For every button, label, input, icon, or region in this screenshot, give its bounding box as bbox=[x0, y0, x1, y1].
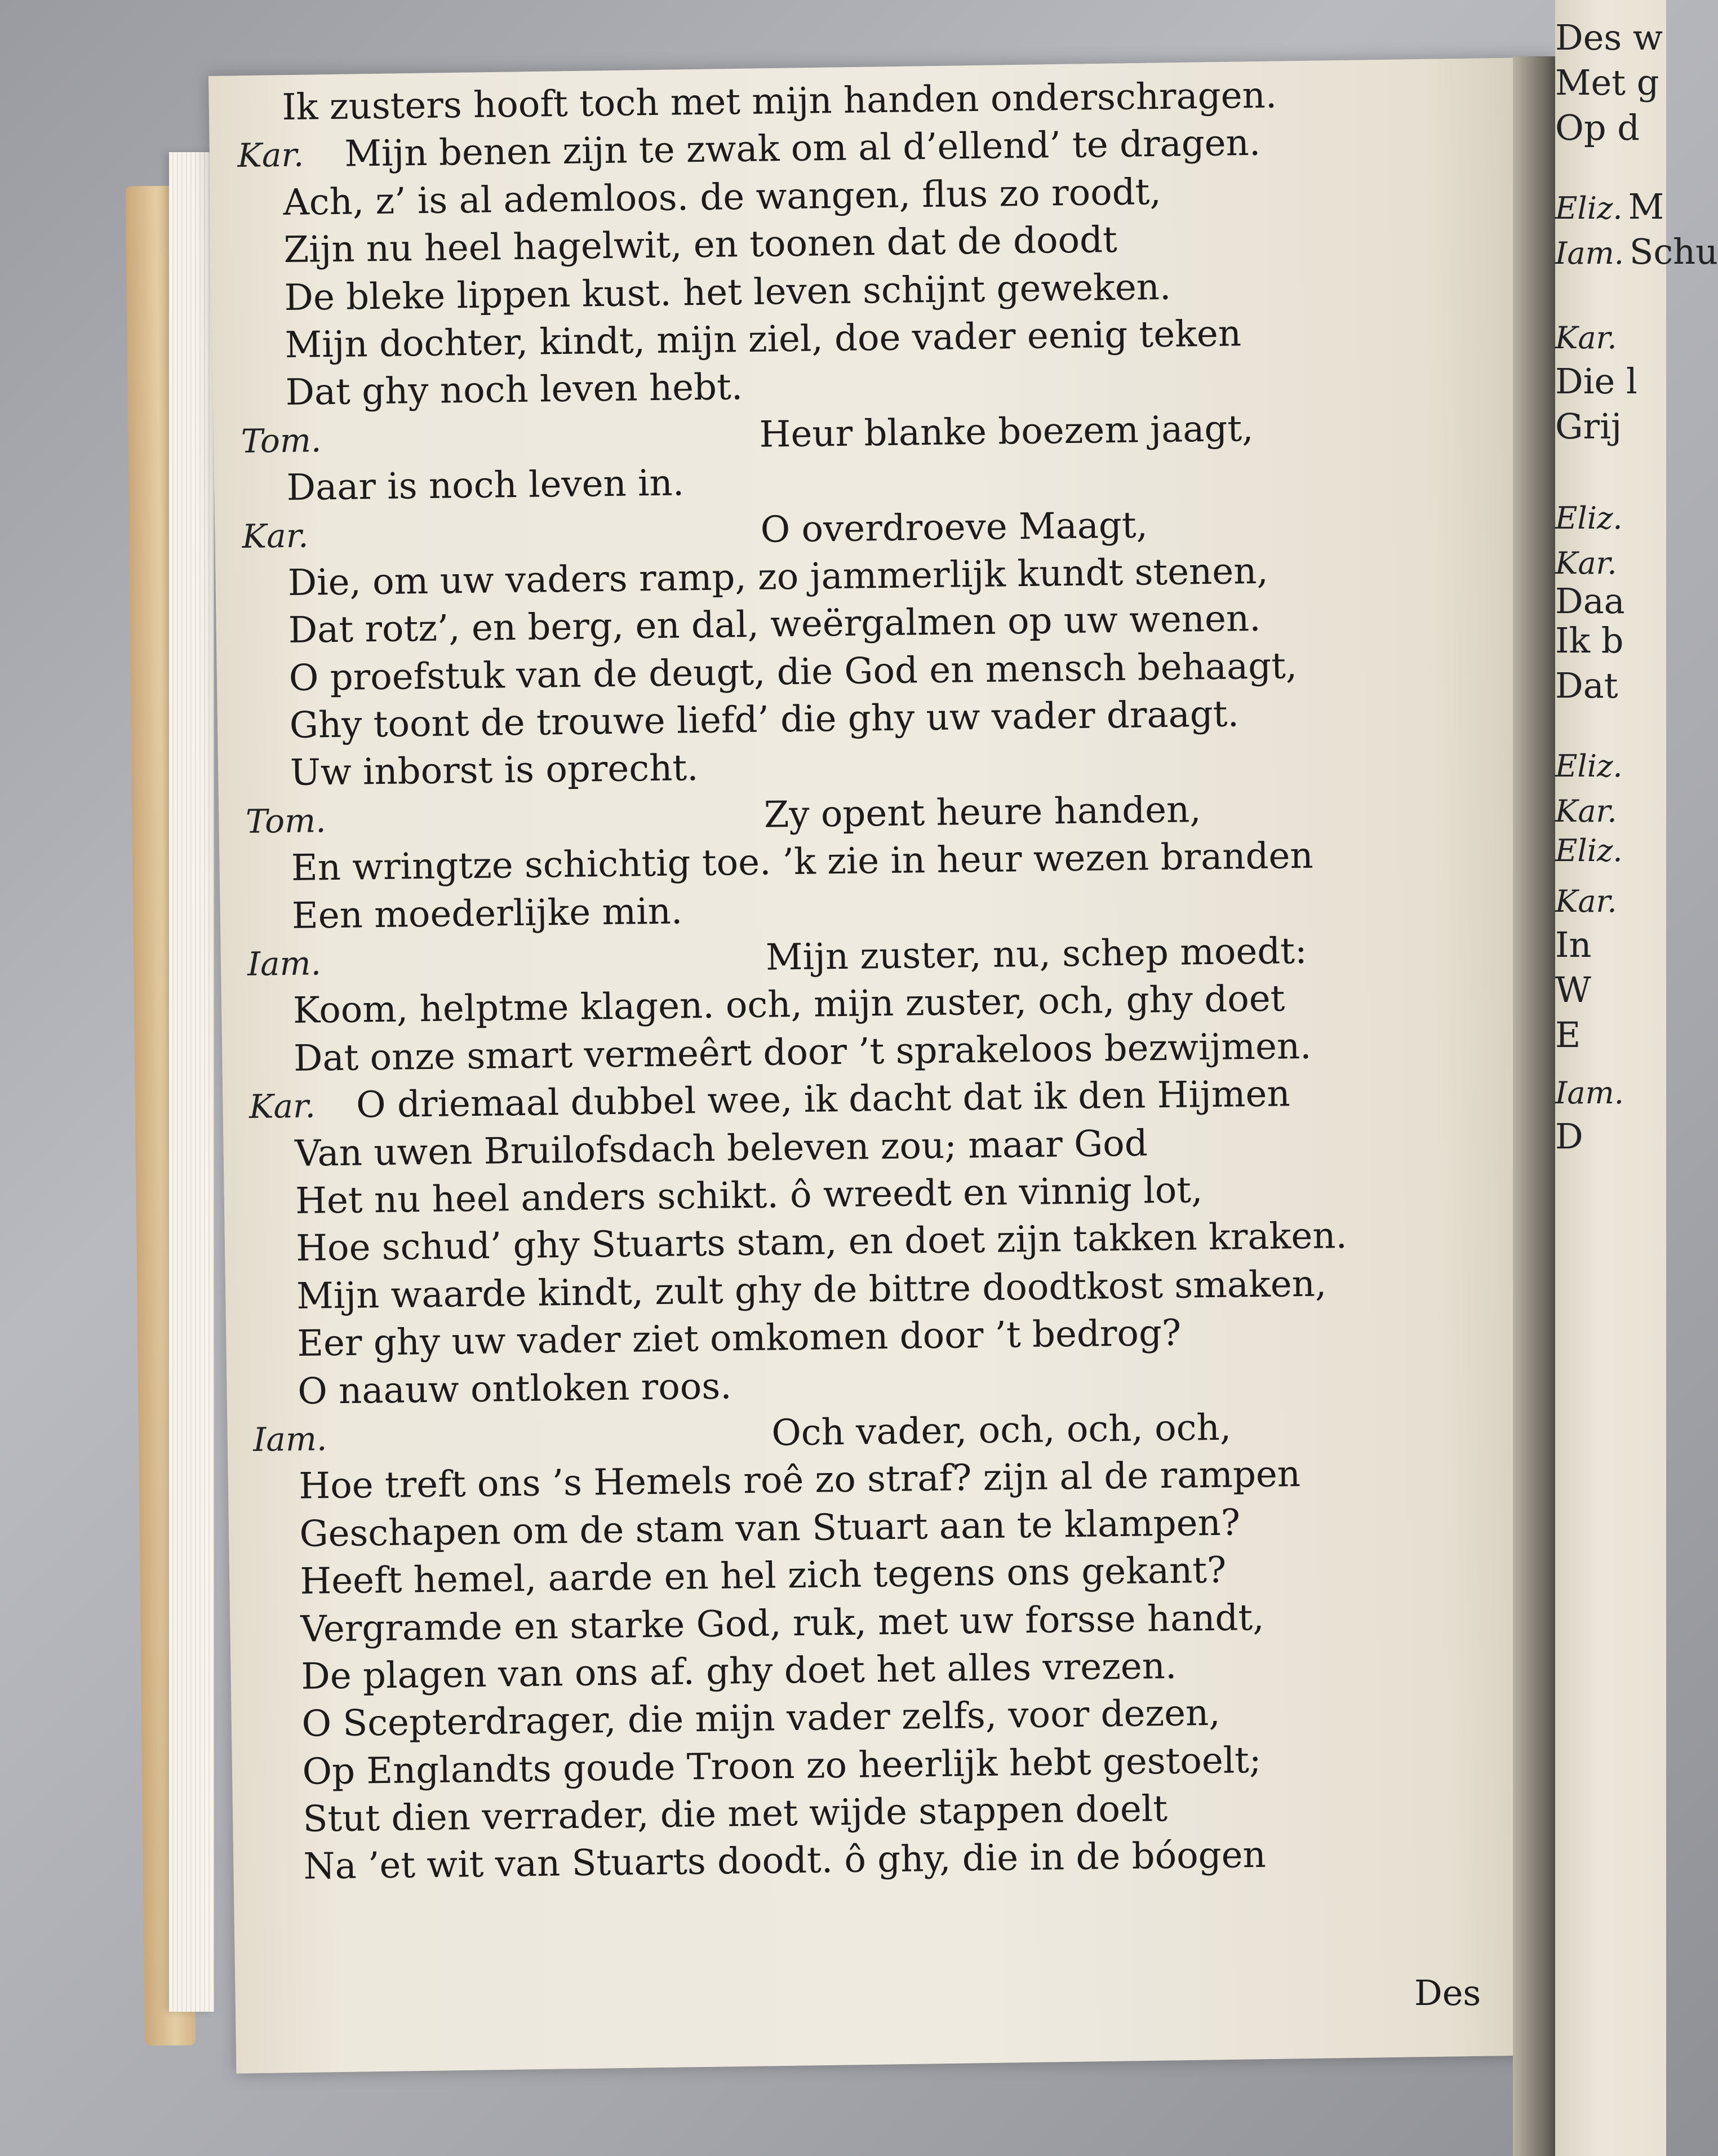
right-page-line bbox=[1555, 744, 1628, 785]
speaker-label: Iam. bbox=[1555, 1075, 1624, 1111]
speaker-label: Eliz. bbox=[1555, 500, 1623, 536]
speaker-label: Kar. bbox=[242, 516, 309, 556]
verse-text-line: Mijn zuster, nu, schep moedt: bbox=[765, 930, 1307, 979]
speaker-label: Eliz. bbox=[1555, 833, 1623, 868]
verse-text-line: Vergramde en starke God, ruk, met uw forsse handt, bbox=[300, 1596, 1264, 1651]
verse-text-line: Dat onze smart vermeêrt door ’t sprakeloos bezwijmen. bbox=[293, 1025, 1312, 1080]
verse-text-line: Och vader, och, och, och, bbox=[771, 1407, 1232, 1454]
verse-text bbox=[237, 69, 1498, 1891]
right-page-fragment: Grij bbox=[1555, 406, 1622, 447]
right-page-line bbox=[1555, 580, 1625, 622]
verse-text-line: Die, om uw vaders ramp, zo jammerlijk kundt stenen, bbox=[287, 550, 1269, 604]
verse-text-line: Ach, z’ is al ademloos. de wangen, flus zo roodt, bbox=[283, 171, 1162, 224]
right-page-fragment: D bbox=[1555, 1116, 1583, 1157]
speaker-label: Kar. bbox=[1555, 320, 1617, 356]
verse-text-line: Uw inborst is oprecht. bbox=[290, 747, 699, 795]
right-page-line bbox=[1555, 107, 1640, 148]
verse-text-line: Van uwen Bruilofsdach beleven zou; maar God bbox=[294, 1122, 1148, 1175]
right-page-line bbox=[1555, 665, 1618, 706]
verse-text-line: O overdroeve Maagt, bbox=[760, 504, 1148, 551]
right-page-line bbox=[1555, 969, 1591, 1010]
speaker-label: Kar. bbox=[237, 135, 304, 175]
right-page-fragment: Op d bbox=[1555, 107, 1640, 148]
verse-text-line: O naauw ontloken roos. bbox=[297, 1365, 732, 1413]
verse-text-line: Mijn benen zijn te zwak om al d’ellend’ te dragen. bbox=[344, 122, 1261, 176]
right-page-fragment: Daa bbox=[1555, 580, 1625, 622]
verse-text-line: Na ’et wit van Stuarts doodt. ô ghy, die in de bóogen bbox=[303, 1834, 1267, 1888]
right-page-line bbox=[1555, 828, 1628, 870]
verse-text-line: Dat ghy noch leven hebt. bbox=[285, 366, 743, 414]
right-page-line bbox=[1555, 620, 1623, 661]
verse-text-line: Hoe treft ons ’s Hemels roê zo straf? zijn al de rampen bbox=[298, 1453, 1301, 1508]
verse-text-line: Zijn nu heel hagelwit, en toonen dat de doodt bbox=[283, 219, 1118, 272]
right-page-line bbox=[1555, 789, 1623, 830]
right-page-fragment: Des w bbox=[1555, 17, 1663, 58]
verse-text-line: O Scepterdrager, die mijn vader zelfs, voor dezen, bbox=[301, 1692, 1220, 1746]
right-page-fragment: Schu bbox=[1629, 231, 1718, 272]
right-page-fragment: M bbox=[1628, 186, 1664, 227]
right-page-fragment: Dat bbox=[1555, 665, 1618, 706]
speaker-label: Iam. bbox=[247, 944, 322, 983]
right-page-line bbox=[1555, 924, 1591, 965]
right-page-line bbox=[1555, 361, 1637, 402]
right-page-line bbox=[1555, 1014, 1581, 1055]
verse-text-line: Het nu heel anders schikt. ô wreedt en vinnig lot, bbox=[295, 1169, 1203, 1222]
speaker-label: Iam. bbox=[252, 1419, 327, 1459]
verse-text-line: Ghy toont de trouwe liefd’ die ghy uw vader draagt. bbox=[289, 693, 1240, 747]
speaker-label: Tom. bbox=[241, 420, 322, 460]
verse-text-line: Zy opent heure handen, bbox=[763, 789, 1202, 836]
right-page-line bbox=[1555, 406, 1622, 447]
right-page bbox=[1555, 0, 1718, 2156]
verse-text-line: Ik zusters hooft toch met mijn handen onderschragen. bbox=[282, 74, 1277, 129]
right-page-line bbox=[1555, 17, 1663, 58]
speaker-label: Kar. bbox=[1555, 545, 1617, 581]
right-page-fragment: Die l bbox=[1555, 361, 1637, 402]
catchword: Des bbox=[1414, 1972, 1481, 2013]
verse-text-line: En wringtze schichtig toe. ’k zie in heur wezen branden bbox=[291, 835, 1314, 890]
right-page-line bbox=[1555, 62, 1659, 103]
verse-text-line: Dat rotz’, en berg, en dal, weërgalmen op uw wenen. bbox=[288, 598, 1261, 652]
verse-text-line: Stut dien verrader, die met wijde stappen doelt bbox=[303, 1788, 1168, 1840]
verse-text-line: Heur blanke boezem jaagt, bbox=[759, 407, 1254, 456]
right-page-fragment: E bbox=[1555, 1014, 1581, 1055]
verse-text-line: De plagen van ons af. ghy doet het alles vrezen. bbox=[301, 1645, 1177, 1698]
speaker-label: Eliz. bbox=[1555, 190, 1623, 226]
verse-text-line: Koom, helptme klagen. och, mijn zuster, och, ghy doet bbox=[292, 978, 1285, 1032]
verse-text-line: Heeft hemel, aarde en hel zich tegens ons gekant? bbox=[300, 1549, 1227, 1603]
right-page-line bbox=[1555, 1116, 1583, 1157]
verse-text-line: O driemaal dubbel wee, ik dacht dat ik den Hijmen bbox=[356, 1073, 1290, 1126]
verse-text-line: Eer ghy uw vader ziet omkomen door ’t bedrog? bbox=[296, 1312, 1182, 1365]
verse-text-line: De bleke lippen kust. het leven schijnt geweken. bbox=[284, 266, 1171, 319]
right-page-line bbox=[1555, 541, 1623, 582]
speaker-label: Iam. bbox=[1555, 236, 1624, 271]
right-page-line bbox=[1555, 231, 1718, 272]
verse-text-line: Hoe schud’ ghy Stuarts stam, en doet zijn takken kraken. bbox=[295, 1215, 1348, 1270]
speaker-label: Eliz. bbox=[1555, 748, 1623, 784]
speaker-label: Kar. bbox=[1555, 884, 1617, 919]
verse-text-line: Daar is noch leven in. bbox=[286, 462, 685, 509]
verse-text-line: O proefstuk van de deugt, die God en mensch behaagt, bbox=[288, 645, 1298, 699]
verse-text-line: Mijn waarde kindt, zult ghy de bittre doodtkost smaken, bbox=[296, 1263, 1327, 1317]
verse-text-line: Op Englandts goude Troon zo heerlijk hebt gestoelt; bbox=[302, 1739, 1262, 1793]
right-page-line bbox=[1555, 496, 1628, 537]
right-page-line bbox=[1555, 879, 1623, 920]
verse-text-line: Een moederlijke min. bbox=[291, 890, 683, 937]
right-page-line bbox=[1555, 186, 1664, 227]
speaker-label: Kar. bbox=[1555, 793, 1617, 829]
verse-text-line: Geschapen om de stam van Stuart aan te klampen? bbox=[299, 1502, 1241, 1555]
right-page-fragment: In bbox=[1555, 924, 1592, 965]
speaker-label: Kar. bbox=[248, 1086, 316, 1126]
right-page-line bbox=[1555, 316, 1623, 357]
verse-text-line: Mijn dochter, kindt, mijn ziel, doe vader eenig teken bbox=[285, 313, 1242, 366]
page-stack-edge bbox=[169, 152, 214, 2012]
right-page-fragment: W bbox=[1555, 969, 1591, 1010]
right-page-fragment: Met g bbox=[1555, 62, 1659, 103]
right-page-line bbox=[1555, 1071, 1630, 1112]
right-page-fragment: Ik b bbox=[1555, 620, 1624, 661]
speaker-label: Tom. bbox=[245, 801, 326, 841]
